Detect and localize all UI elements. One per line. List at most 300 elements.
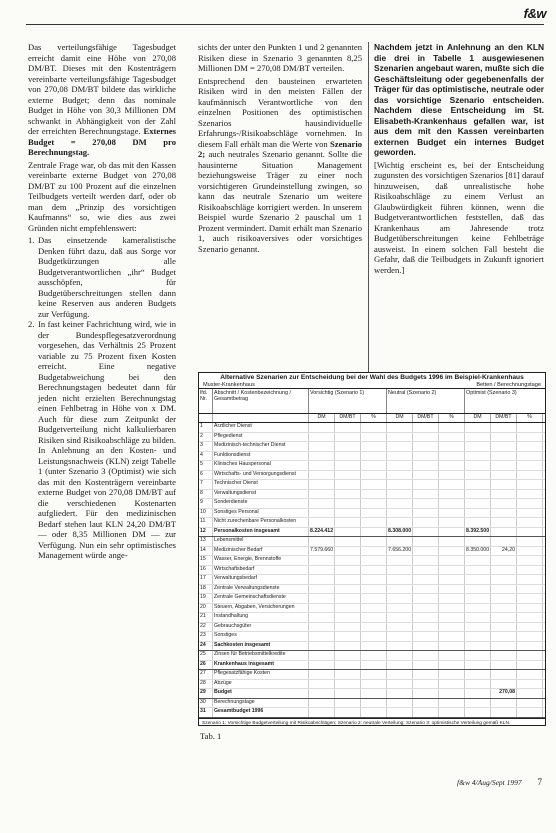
table-cell <box>413 661 439 670</box>
table-cell <box>361 670 387 679</box>
column-3 <box>374 42 544 372</box>
table-cell <box>309 680 335 689</box>
table-cell <box>413 623 439 632</box>
table-cell <box>309 566 335 575</box>
table-cell <box>309 480 335 489</box>
table-cell <box>413 699 439 708</box>
table-cell <box>439 566 465 575</box>
table-row <box>199 537 545 547</box>
table-row <box>199 528 545 538</box>
table-row <box>199 594 545 604</box>
table-cell <box>517 433 543 442</box>
table-cell <box>335 566 361 575</box>
table-cell <box>309 442 335 451</box>
table-cell <box>413 566 439 575</box>
table-subtitle: Muster-Krankenhaus Betten / Berechnungstage <box>203 382 541 388</box>
table-row <box>199 490 545 500</box>
table-cell <box>413 689 439 698</box>
table-cell: 3 <box>199 442 213 451</box>
table-cell <box>335 433 361 442</box>
table-cell <box>361 708 387 717</box>
table-cell <box>335 490 361 499</box>
table-cell <box>517 670 543 679</box>
table-cell <box>465 480 491 489</box>
table-notes: Szenario 1: Vorsichtige Budgetverteilung mit Risikoabschlägen; Szenario 2: neutrale Verteilung; Szenario 3: optimistische Verteilung gemäß KLN. <box>199 718 545 729</box>
table-cell <box>309 575 335 584</box>
table-cell <box>309 433 335 442</box>
table-cell <box>309 604 335 613</box>
table-cell <box>335 680 361 689</box>
table-cell <box>413 680 439 689</box>
table-row <box>199 471 545 481</box>
table-cell: Klinisches Hauspersonal <box>213 461 309 470</box>
table-cell <box>517 594 543 603</box>
table-cell: Gebrauchsgüter <box>213 623 309 632</box>
table-cell <box>465 566 491 575</box>
table-cell <box>413 670 439 679</box>
table-cell <box>361 518 387 527</box>
table-cell <box>465 699 491 708</box>
table-cell: 18 <box>199 585 213 594</box>
table-header <box>199 388 545 414</box>
table-cell <box>387 651 413 660</box>
table-cell <box>335 670 361 679</box>
table-cell <box>465 670 491 679</box>
header-scenario-3: Optimist (Szenario 3) <box>466 390 517 396</box>
table-cell: 8.224.412 <box>309 528 335 537</box>
table-cell: 7.579.660 <box>309 547 335 556</box>
table-cell: Ärztlicher Dienst <box>213 423 309 432</box>
table-cell <box>517 604 543 613</box>
table-cell: Zentrale Gemeinschaftsdienste <box>213 594 309 603</box>
table-cell <box>439 680 465 689</box>
table-cell <box>439 537 465 546</box>
table-cell <box>465 442 491 451</box>
table-cell <box>439 708 465 717</box>
table-cell <box>361 680 387 689</box>
table-cell <box>309 585 335 594</box>
table-cell <box>491 471 517 480</box>
col3-paragraph: [Wichtig erscheint es, bei der Entscheidung zugunsten des vorsichtigen Szenarios [81] darauf hinzuweisen, daß unrealistische hohe Risikoabschläge zu einem Verlust an Glaubwürdigkeit führen können, wenn die Budgetverantwortlichen feststellen, daß das Krankenhaus am Jahresende trotz Budgetüberschreitungen keine Fehlbeträge ausweist. In einem solchen Fall besteht die Gefahr, daß die Teilbudgets in Zukunft ignoriert werden.] <box>374 159 544 275</box>
table-cell: 20 <box>199 604 213 613</box>
table-cell <box>387 670 413 679</box>
table-cell <box>309 423 335 432</box>
header-rule <box>26 24 544 25</box>
table-cell: 11 <box>199 518 213 527</box>
table-cell: Krankenhaus insgesamt <box>213 661 309 670</box>
table-cell <box>491 594 517 603</box>
table-cell: 15 <box>199 556 213 565</box>
table-cell: Sonderdienste <box>213 499 309 508</box>
table-cell <box>309 490 335 499</box>
table-cell <box>387 423 413 432</box>
table-cell <box>361 699 387 708</box>
table-cell: 21 <box>199 613 213 622</box>
table-cell <box>335 699 361 708</box>
table-cell <box>309 670 335 679</box>
table-cell <box>465 423 491 432</box>
table-row <box>199 689 545 699</box>
table-cell: Personalkosten insgesamt <box>213 528 309 537</box>
table-cell: 22 <box>199 623 213 632</box>
table-cell: 17 <box>199 575 213 584</box>
table-cell <box>465 490 491 499</box>
table-cell <box>439 689 465 698</box>
unit-cell: % <box>361 414 387 422</box>
table-cell <box>309 708 335 717</box>
unit-cell: DM/BT <box>335 414 361 422</box>
table-cell <box>335 537 361 546</box>
table-row <box>199 556 545 566</box>
table-cell <box>465 623 491 632</box>
table-cell <box>465 661 491 670</box>
table-row <box>199 680 545 690</box>
table-cell <box>439 632 465 641</box>
table-row <box>199 575 545 585</box>
table-cell <box>491 490 517 499</box>
table-cell <box>361 661 387 670</box>
table-cell <box>361 452 387 461</box>
table-row <box>199 518 545 528</box>
table-cell <box>491 537 517 546</box>
table-cell <box>465 642 491 651</box>
table-cell <box>439 623 465 632</box>
table-cell <box>465 680 491 689</box>
table-cell <box>517 471 543 480</box>
table-cell <box>517 442 543 451</box>
table-cell <box>361 613 387 622</box>
table-cell <box>309 461 335 470</box>
table-row <box>199 585 545 595</box>
table-row <box>199 623 545 633</box>
table-cell <box>465 452 491 461</box>
table-cell <box>413 509 439 518</box>
table-cell <box>517 613 543 622</box>
table-cell <box>309 613 335 622</box>
table-cell <box>387 642 413 651</box>
table-cell <box>335 661 361 670</box>
table-cell <box>491 480 517 489</box>
table-cell <box>387 623 413 632</box>
table-cell: 9 <box>199 499 213 508</box>
table-cell <box>335 471 361 480</box>
table-cell: Verwaltungsdienst <box>213 490 309 499</box>
table-cell: 270,08 <box>491 689 517 698</box>
table-cell <box>413 452 439 461</box>
table-cell <box>465 509 491 518</box>
table-cell <box>491 442 517 451</box>
table-cell: 8.308.000 <box>387 528 413 537</box>
table-cell <box>387 433 413 442</box>
table-units-row <box>199 414 545 423</box>
table-cell <box>413 518 439 527</box>
table-cell: Verwaltungsbedarf <box>213 575 309 584</box>
table-cell <box>439 556 465 565</box>
table-cell: 4 <box>199 452 213 461</box>
table-row <box>199 452 545 462</box>
table-cell <box>413 423 439 432</box>
table-cell: 16 <box>199 566 213 575</box>
list-item: 1. Das einsetzende kameralistische Denken führt dazu, daß aus Sorge vor Budgetkürzungen alle Budgetverantwortlichen „ihr“ Budget ausschöpfen, für Budgetüberschreitungen stellen dann keine Reserven aus anderen Budgets zur Verfügung. <box>28 235 176 319</box>
table-cell <box>439 509 465 518</box>
table-cell <box>361 604 387 613</box>
unit-cell: % <box>439 414 465 422</box>
table-cell: Nicht zurechenbare Personalkosten <box>213 518 309 527</box>
table-cell <box>439 651 465 660</box>
table-cell <box>413 499 439 508</box>
table-row <box>199 461 545 471</box>
table-cell <box>439 518 465 527</box>
table-cell <box>335 651 361 660</box>
unit-cell: DM <box>309 414 335 422</box>
table-cell <box>335 708 361 717</box>
table-cell <box>361 594 387 603</box>
table-row <box>199 566 545 576</box>
table-cell: 8.392.500 <box>465 528 491 537</box>
table-cell <box>413 480 439 489</box>
journal-logo: f&w <box>523 6 546 21</box>
table-cell: Sonstiges <box>213 632 309 641</box>
table-cell <box>335 518 361 527</box>
table-cell <box>413 547 439 556</box>
table-cell <box>361 537 387 546</box>
table-cell <box>361 556 387 565</box>
table-row <box>199 442 545 452</box>
table-cell: Steuern, Abgaben, Versicherungen <box>213 604 309 613</box>
table-row <box>199 604 545 614</box>
table-cell: Technischer Dienst <box>213 480 309 489</box>
table-cell <box>491 433 517 442</box>
table-cell <box>309 556 335 565</box>
table-cell <box>387 490 413 499</box>
table-cell: Funktionsdienst <box>213 452 309 461</box>
table-cell <box>413 585 439 594</box>
table-cell <box>413 537 439 546</box>
table-cell: Zinsen für Betriebsmittelkredite <box>213 651 309 660</box>
table-cell <box>439 642 465 651</box>
table-cell <box>413 642 439 651</box>
table-cell <box>413 708 439 717</box>
table-cell <box>335 594 361 603</box>
table-caption: Tab. 1 <box>200 731 222 741</box>
table-cell <box>361 566 387 575</box>
table-row <box>199 708 545 718</box>
table-cell <box>491 518 517 527</box>
table-cell <box>465 537 491 546</box>
table-cell <box>309 632 335 641</box>
table-cell: 13 <box>199 537 213 546</box>
table-cell <box>491 670 517 679</box>
unit-cell: % <box>517 414 543 422</box>
unit-cell: DM <box>465 414 491 422</box>
table-cell <box>465 471 491 480</box>
table-cell: 14 <box>199 547 213 556</box>
table-cell <box>517 585 543 594</box>
table-cell <box>439 613 465 622</box>
table-cell <box>361 509 387 518</box>
table-cell <box>491 556 517 565</box>
table-cell <box>361 575 387 584</box>
table-cell <box>465 613 491 622</box>
table-row <box>199 699 545 709</box>
table-row <box>199 642 545 652</box>
table-cell <box>465 585 491 594</box>
table-cell: Medizinisch-technischer Dienst <box>213 442 309 451</box>
table-cell: 8.350.000 <box>465 547 491 556</box>
table-cell <box>439 528 465 537</box>
table-cell <box>491 680 517 689</box>
table-cell <box>361 471 387 480</box>
table-cell: 24 <box>199 642 213 651</box>
header-scenario-2: Neutral (Szenario 2) <box>387 389 465 413</box>
table-cell <box>439 490 465 499</box>
header-nr: lfd. Nr. <box>199 389 213 413</box>
table-cell <box>309 537 335 546</box>
table-cell: 31 <box>199 708 213 717</box>
table-cell <box>517 708 543 717</box>
table-cell <box>517 461 543 470</box>
table-cell <box>517 651 543 660</box>
col1-paragraph-2: Zentrale Frage war, ob das mit den Kassen vereinbarte externe Budget von 270,08 DM/BT zu 100 Prozent auf die einzelnen Teilbudgets verteilt werden darf, oder ob man dem „Prinzip des vorsichtigen Kaufmanns“ so, wie dies aus zwei Gründen nicht empfehlenswert: <box>28 159 176 233</box>
units-blank <box>213 414 309 422</box>
table-cell: Instandhaltung <box>213 613 309 622</box>
table-cell <box>413 594 439 603</box>
table-cell <box>309 594 335 603</box>
table-cell <box>517 566 543 575</box>
table-cell: 26 <box>199 661 213 670</box>
table-cell <box>491 461 517 470</box>
table-row <box>199 661 545 671</box>
table-cell: 23 <box>199 632 213 641</box>
table-cell <box>309 699 335 708</box>
table-cell <box>335 452 361 461</box>
table-cell <box>491 575 517 584</box>
table-cell: 1 <box>199 423 213 432</box>
table-cell <box>387 632 413 641</box>
table-cell: 7 <box>199 480 213 489</box>
table-cell <box>387 556 413 565</box>
table-cell <box>309 471 335 480</box>
table-cell: 7.656.200 <box>387 547 413 556</box>
table-cell <box>361 547 387 556</box>
table-cell <box>361 461 387 470</box>
table-cell: 12 <box>199 528 213 537</box>
table-cell <box>387 689 413 698</box>
table-cell <box>309 518 335 527</box>
table-cell <box>335 585 361 594</box>
table-cell <box>361 433 387 442</box>
table-cell <box>491 499 517 508</box>
table-cell <box>517 509 543 518</box>
table-cell <box>491 642 517 651</box>
table-cell <box>517 623 543 632</box>
table-cell <box>413 433 439 442</box>
table-cell <box>413 528 439 537</box>
table-cell <box>465 689 491 698</box>
table-row <box>199 547 545 557</box>
table-cell: Lebensmittel <box>213 537 309 546</box>
table-cell <box>465 518 491 527</box>
table-cell <box>387 509 413 518</box>
table-cell: 6 <box>199 471 213 480</box>
table-cell: 19 <box>199 594 213 603</box>
table-cell <box>413 490 439 499</box>
table-cell <box>491 604 517 613</box>
table-row <box>199 509 545 519</box>
table-cell <box>309 623 335 632</box>
table-cell <box>517 556 543 565</box>
table-cell <box>491 528 517 537</box>
header-desc: Abschnitt / Kostenbezeichnung / Gesamtbetrag <box>213 389 309 413</box>
table-body <box>199 423 545 718</box>
table-cell <box>361 642 387 651</box>
table-cell <box>439 604 465 613</box>
table-cell <box>517 490 543 499</box>
table-cell <box>335 480 361 489</box>
table-cell <box>335 613 361 622</box>
table-cell <box>309 509 335 518</box>
table-cell: 25 <box>199 651 213 660</box>
table-cell <box>413 613 439 622</box>
table-cell: Gesamtbudget 1996 <box>213 708 309 717</box>
page-footer <box>457 777 542 787</box>
col2-paragraph-2: Entsprechend den bausteinen erwarteten Risiken wird in den meisten Fällen der kaufmännisch Verantwortliche von den einzelnen Positionen des optimistischen Szenarios hausindividuelle Erfahrungs-/Risikoabschläge vornehmen. In diesem Fall erhält man die Werte von Szenario 2; auch neutrales Szenario genannt. Sollte die hausinterne Situation Management beziehungsweise Träger zu einer noch vorsichtigeren Grundeinstellung zwingen, so kann das neutrale Szenario um weitere Risikoabschläge korrigiert werden. In unserem Beispiel wurde Szenario 2 pauschal um 1 Prozent vermindert. Damit erhält man Szenario 1, auch risikoaversives oder vorsichtiges Szenario genannt. <box>198 75 362 254</box>
table-cell <box>439 585 465 594</box>
table-cell: 30 <box>199 699 213 708</box>
table-cell <box>439 670 465 679</box>
table-cell: Abzüge <box>213 680 309 689</box>
table-cell <box>465 499 491 508</box>
table-cell <box>491 566 517 575</box>
table-cell: 5 <box>199 461 213 470</box>
table-cell <box>491 661 517 670</box>
table-row <box>199 632 545 642</box>
table-cell <box>309 661 335 670</box>
table-cell <box>491 452 517 461</box>
table-cell <box>335 632 361 641</box>
table-cell <box>517 547 543 556</box>
table-cell <box>361 651 387 660</box>
table-cell <box>387 680 413 689</box>
table-cell <box>335 642 361 651</box>
table-cell <box>517 642 543 651</box>
table-cell <box>387 566 413 575</box>
table-cell: 2 <box>199 433 213 442</box>
table-cell <box>335 461 361 470</box>
table-cell <box>361 480 387 489</box>
table-cell <box>335 442 361 451</box>
table-cell <box>413 604 439 613</box>
table-cell <box>361 528 387 537</box>
table-cell: Sachkosten insgesamt <box>213 642 309 651</box>
table-cell <box>309 689 335 698</box>
unit-cell: DM/BT <box>413 414 439 422</box>
table-cell <box>465 433 491 442</box>
table-cell: 24,20 <box>491 547 517 556</box>
table-cell <box>387 699 413 708</box>
table-cell <box>491 623 517 632</box>
table-cell: Zentrale Verwaltungsdienste <box>213 585 309 594</box>
table-cell <box>439 423 465 432</box>
table-cell <box>439 547 465 556</box>
table-cell <box>491 613 517 622</box>
table-cell: Pflegedienst <box>213 433 309 442</box>
table-cell <box>517 575 543 584</box>
table-cell: Medizinischer Bedarf <box>213 547 309 556</box>
table-cell <box>387 442 413 451</box>
table-title: Alternative Szenarien zur Entscheidung bei der Wahl des Budgets 1996 im Beispiel-Krankenhaus <box>220 374 524 381</box>
table-cell <box>387 452 413 461</box>
